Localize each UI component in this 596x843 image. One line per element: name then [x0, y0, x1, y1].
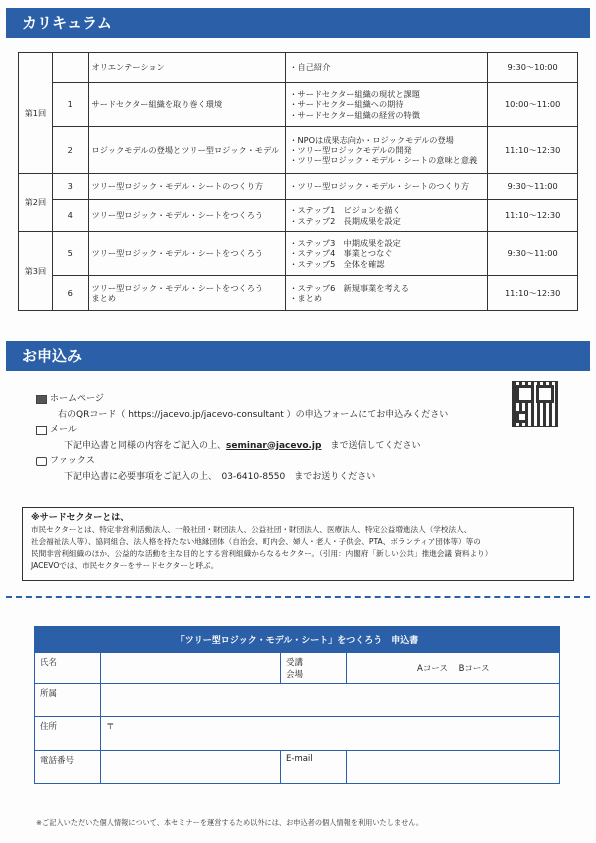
content-line: ・ステップ6 新規事業を考える	[289, 282, 410, 293]
row-content	[286, 232, 488, 276]
row-title	[88, 276, 286, 311]
row-time: 9:30～11:00	[488, 232, 578, 276]
row-number: 6	[52, 276, 88, 311]
course-b-option[interactable]: Bコース	[458, 664, 490, 674]
name-field[interactable]	[101, 653, 281, 684]
content-line: ・サードセクター組織への期待	[289, 99, 404, 110]
content-line: ・まとめ	[289, 293, 323, 303]
org-field[interactable]	[101, 684, 560, 717]
row-time: 11:10～12:30	[488, 276, 578, 311]
course-options	[347, 653, 560, 684]
content-line: ・ツリー型ロジック・モデル・シートの意味と意義	[289, 155, 478, 166]
session-label: 第3回	[19, 232, 53, 311]
web-method	[36, 392, 526, 408]
row-content	[286, 53, 488, 83]
application-form	[34, 626, 560, 784]
row-time: 11:10～12:30	[488, 127, 578, 174]
mail-label: メール	[50, 425, 77, 435]
content-line: ・ツリー型ロジックモデルの開発	[289, 144, 412, 155]
row-time: 11:10～12:30	[488, 200, 578, 232]
email-label: E-mail	[281, 751, 347, 784]
row-content	[286, 127, 488, 174]
table-row	[19, 200, 578, 232]
content-line: ・ステップ3 中期成果を設定	[289, 238, 401, 249]
row-title: ツリー型ロジック・モデル・シートをつくろう	[88, 200, 286, 232]
fax-label: ファックス	[50, 456, 95, 466]
fax-method	[36, 454, 526, 470]
apply-methods	[36, 392, 526, 485]
privacy-note: ※ご記入いただいた個人情報について、本セミナーを運営するため以外には、お申込者の個人情報を利用いたしません。	[36, 818, 424, 827]
phone-field[interactable]	[101, 751, 281, 784]
row-content	[286, 200, 488, 232]
content-line: ・NPOは成果志向か・ロジックモデルの登場	[289, 134, 454, 145]
row-number: 5	[52, 232, 88, 276]
fax-icon	[36, 457, 47, 466]
mail-icon	[36, 426, 47, 435]
email-field[interactable]	[347, 751, 560, 784]
row-time: 10:00～11:00	[488, 83, 578, 127]
content-line: ・ステップ4 事業とつなぐ	[289, 248, 393, 259]
row-time: 9:30～10:00	[488, 53, 578, 83]
content-line: ・ステップ5 全体を確認	[289, 258, 385, 269]
definition-line: 市民セクターとは、特定非営利活動法人、一般社団・財団法人、公益社団・財団法人、医療法人、特定公益増進法人（学校法人、	[31, 525, 472, 534]
table-row	[19, 276, 578, 311]
name-label: 氏名	[35, 653, 101, 684]
address-field[interactable]	[101, 717, 560, 751]
content-line: ・サードセクター組織の経営の特徴	[289, 109, 420, 120]
mail-text-post: まで送信してください	[321, 440, 421, 451]
computer-icon	[36, 395, 47, 404]
content-line: ・ステップ1 ビジョンを描く	[289, 205, 401, 216]
web-text: 右のQRコード（ https://jacevo.jp/jacevo-consultant ）の申込フォームにてお申込みください	[58, 409, 449, 420]
table-row	[19, 174, 578, 200]
row-number: 2	[52, 127, 88, 174]
definition-line: 社会福祉法人等）、協同組合、法人格を持たない地縁団体（自治会、町内会、婦人・老人・子供会、PTA、ボランティア団体等）等の	[31, 537, 481, 546]
fax-text: 下記申込書に必要事項をご記入の上、 03-6410-8550 までお送りください	[64, 471, 376, 482]
content-line: ・自己紹介	[289, 62, 331, 73]
title-line: まとめ	[91, 293, 117, 303]
course-label	[281, 653, 347, 684]
course-a-option[interactable]: Aコース	[417, 664, 448, 674]
row-number	[52, 53, 88, 83]
session-label: 第2回	[19, 174, 53, 232]
form-row-name	[35, 653, 560, 684]
qr-finder-mark	[516, 411, 528, 423]
row-title: ツリー型ロジック・モデル・シートをつくろう	[88, 232, 286, 276]
table-row	[19, 232, 578, 276]
address-label: 住所	[35, 717, 101, 751]
apply-heading: お申込み	[6, 341, 590, 371]
definition-title: ※サードセクターとは、	[31, 513, 130, 523]
row-content	[286, 276, 488, 311]
title-line: ツリー型ロジック・モデル・シートをつくろう	[91, 282, 264, 293]
content-line: ・サードセクター組織の現状と課題	[289, 89, 420, 100]
row-number: 1	[52, 83, 88, 127]
curriculum-table	[18, 52, 578, 311]
form-row-address	[35, 717, 560, 751]
curriculum-heading: カリキュラム	[6, 8, 590, 38]
course-label-line: 受講	[286, 658, 304, 668]
table-row	[19, 127, 578, 174]
phone-label: 電話番号	[35, 751, 101, 784]
definition-line: 民間非営利組織のほか、公益的な活動を主な目的とする営利組織からなるセクター。（引用：内閣府「新しい公共」推進会議 資料より）	[31, 549, 493, 558]
mail-method	[36, 423, 526, 439]
table-row	[19, 53, 578, 83]
row-title: オリエンテーション	[88, 53, 286, 83]
form-row-org	[35, 684, 560, 717]
course-label-line: 会場	[286, 670, 304, 680]
content-line: ・ステップ2 長期成果を設定	[289, 215, 401, 226]
form-title: 「ツリー型ロジック・モデル・シート」をつくろう 申込書	[35, 627, 560, 653]
row-number: 4	[52, 200, 88, 232]
content-line: ・ツリー型ロジック・モデル・シートのつくり方	[289, 181, 470, 192]
postal-mark: 〒	[106, 722, 115, 732]
row-title: ロジックモデルの登場とツリー型ロジック・モデル	[88, 127, 286, 174]
row-time: 9:30～11:00	[488, 174, 578, 200]
table-row	[19, 83, 578, 127]
definition-line: JACEVOでは、市民セクターをサードセクターと呼ぶ。	[31, 561, 219, 570]
org-label: 所属	[35, 684, 101, 717]
row-number: 3	[52, 174, 88, 200]
mail-link[interactable]: seminar@jacevo.jp	[226, 440, 322, 451]
row-content	[286, 83, 488, 127]
row-title: サードセクター組織を取り巻く環境	[88, 83, 286, 127]
session-label: 第1回	[19, 53, 53, 174]
third-sector-definition	[22, 507, 574, 581]
row-content	[286, 174, 488, 200]
mail-text-pre: 下記申込書と同様の内容をご記入の上、	[64, 440, 227, 451]
web-label: ホームページ	[50, 394, 104, 404]
form-row-contact	[35, 751, 560, 784]
mail-text	[36, 439, 526, 455]
cut-line	[6, 596, 590, 598]
qr-code-icon[interactable]	[512, 381, 558, 427]
row-title: ツリー型ロジック・モデル・シートのつくり方	[88, 174, 286, 200]
